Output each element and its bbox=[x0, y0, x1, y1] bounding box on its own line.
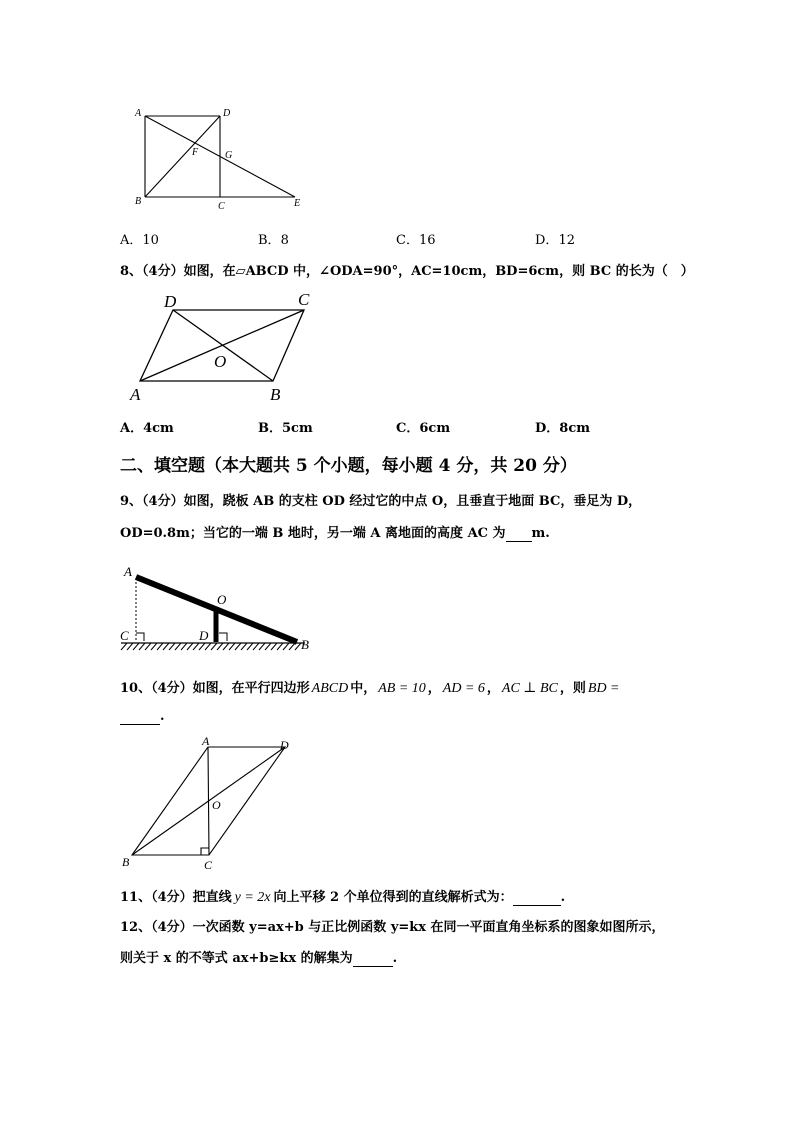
q10-period: . bbox=[160, 709, 165, 724]
q9-question-line2 bbox=[120, 522, 550, 542]
q12-answer-blank[interactable] bbox=[353, 951, 393, 967]
option-value: 8 bbox=[280, 233, 289, 248]
q7-label-E: E bbox=[294, 198, 301, 209]
q9-right-angle-C bbox=[136, 633, 144, 641]
q10-zhong: 中， bbox=[350, 681, 377, 696]
q10-figure bbox=[115, 735, 300, 875]
section-title: 二、填空题（本大题共 5 个小题，每小题 4 分，共 20 分） bbox=[120, 456, 577, 476]
q10-eq-ad: AD = 6 bbox=[442, 681, 485, 696]
q9-figure bbox=[117, 560, 317, 660]
q11-prefix: 11、（4分）把直线 bbox=[120, 890, 232, 905]
q7-option-d[interactable] bbox=[535, 229, 575, 248]
q11-question bbox=[120, 886, 565, 906]
option-value: 8cm bbox=[559, 421, 590, 436]
q10-label-C: C bbox=[204, 858, 213, 872]
q10-label-B: B bbox=[122, 855, 130, 869]
q7-option-b[interactable] bbox=[258, 229, 289, 248]
q10-label-O: O bbox=[212, 798, 221, 812]
q9-label-C: C bbox=[120, 628, 129, 643]
q10-ze: ，则 bbox=[559, 681, 586, 696]
q9-label-A: A bbox=[124, 564, 132, 579]
q12-period: . bbox=[392, 951, 398, 966]
q10-abcd: ABCD bbox=[311, 681, 349, 696]
q11-period: . bbox=[560, 890, 566, 905]
q9-question-line1: 9、（4分）如图，跷板 AB 的支柱 OD 经过它的中点 O，且垂直于地面 BC，垂足为 D， bbox=[120, 494, 642, 509]
q10-bd: BD = bbox=[587, 681, 620, 696]
q12-question-line1: 12、（4分）一次函数 y=ax+b 与正比例函数 y=kx 在同一平面直角坐标系的图象如图所示， bbox=[120, 920, 665, 935]
option-letter: A． bbox=[120, 421, 144, 436]
q11-eq: y = 2x bbox=[234, 890, 271, 905]
q9-label-O: O bbox=[217, 592, 227, 607]
q10-right-angle-C bbox=[201, 848, 209, 855]
q10-label-D: D bbox=[280, 738, 289, 752]
q11-answer-blank[interactable] bbox=[513, 890, 561, 906]
q7-label-C: C bbox=[218, 201, 225, 212]
q9-text-before: OD=0.8m；当它的一端 B 地时，另一端 A 离地面的高度 AC 为 bbox=[120, 526, 506, 541]
q9-text-after: m. bbox=[531, 526, 550, 541]
option-value: 5cm bbox=[282, 421, 313, 436]
option-letter: B． bbox=[258, 421, 282, 436]
q9-label-B: B bbox=[301, 637, 309, 652]
q12-text-before: 则关于 x 的不等式 ax+b≥kx 的解集为 bbox=[120, 951, 353, 966]
q8-question-text: 8、（4分）如图，在▱ABCD 中，∠ODA=90°，AC=10cm，BD=6cm，则 BC 的长为（ ） bbox=[120, 264, 694, 279]
q9-label-D: D bbox=[199, 628, 209, 643]
q8-label-C: C bbox=[298, 290, 310, 309]
q8-label-O: O bbox=[214, 352, 227, 371]
q8-option-b[interactable] bbox=[258, 417, 313, 436]
q7-option-c[interactable] bbox=[396, 229, 436, 248]
q12-question-line2 bbox=[120, 947, 397, 967]
q9-ground-hatch bbox=[121, 643, 301, 650]
q7-label-B: B bbox=[135, 196, 142, 207]
q10-question-line1 bbox=[120, 677, 620, 697]
q7-label-G: G bbox=[225, 150, 233, 161]
q7-figure bbox=[130, 103, 310, 215]
q8-option-a[interactable] bbox=[120, 417, 174, 436]
q9-answer-blank[interactable] bbox=[506, 526, 532, 542]
q8-label-A: A bbox=[130, 385, 141, 404]
q10-sep-1: ， bbox=[427, 681, 441, 696]
q8-option-c[interactable] bbox=[396, 417, 450, 436]
q8-label-D: D bbox=[164, 292, 177, 311]
q7-option-a[interactable] bbox=[120, 229, 159, 248]
option-letter: C． bbox=[396, 233, 419, 248]
q7-seg-BD bbox=[145, 116, 220, 197]
option-letter: B． bbox=[258, 233, 281, 248]
option-letter: D． bbox=[535, 421, 560, 436]
q9-right-angle-D bbox=[219, 633, 227, 641]
option-letter: A． bbox=[120, 233, 143, 248]
q10-label-A: A bbox=[202, 734, 210, 748]
q7-label-A: A bbox=[135, 108, 142, 119]
q8-option-d[interactable] bbox=[535, 417, 590, 436]
q11-suffix: 向上平移 2 个单位得到的直线解析式为： bbox=[273, 890, 513, 905]
option-value: 6cm bbox=[419, 421, 451, 436]
q8-label-B: B bbox=[270, 385, 281, 404]
q10-answer-blank[interactable] bbox=[120, 709, 160, 725]
q8-figure bbox=[120, 285, 320, 405]
q10-sep-2: ， bbox=[486, 681, 500, 696]
option-value: 4cm bbox=[143, 421, 174, 436]
q7-label-D: D bbox=[223, 108, 231, 119]
q10-question-line2 bbox=[120, 709, 165, 725]
option-letter: D． bbox=[535, 233, 559, 248]
q10-eq-acbc: AC ⊥ BC bbox=[501, 681, 558, 696]
option-letter: C． bbox=[396, 421, 420, 436]
option-value: 16 bbox=[418, 233, 436, 248]
q10-prefix: 10、（4分）如图，在平行四边形 bbox=[120, 681, 310, 696]
q7-label-F: F bbox=[192, 147, 199, 158]
q10-eq-ab: AB = 10 bbox=[378, 681, 426, 696]
option-value: 10 bbox=[142, 233, 159, 248]
option-value: 12 bbox=[558, 233, 575, 248]
